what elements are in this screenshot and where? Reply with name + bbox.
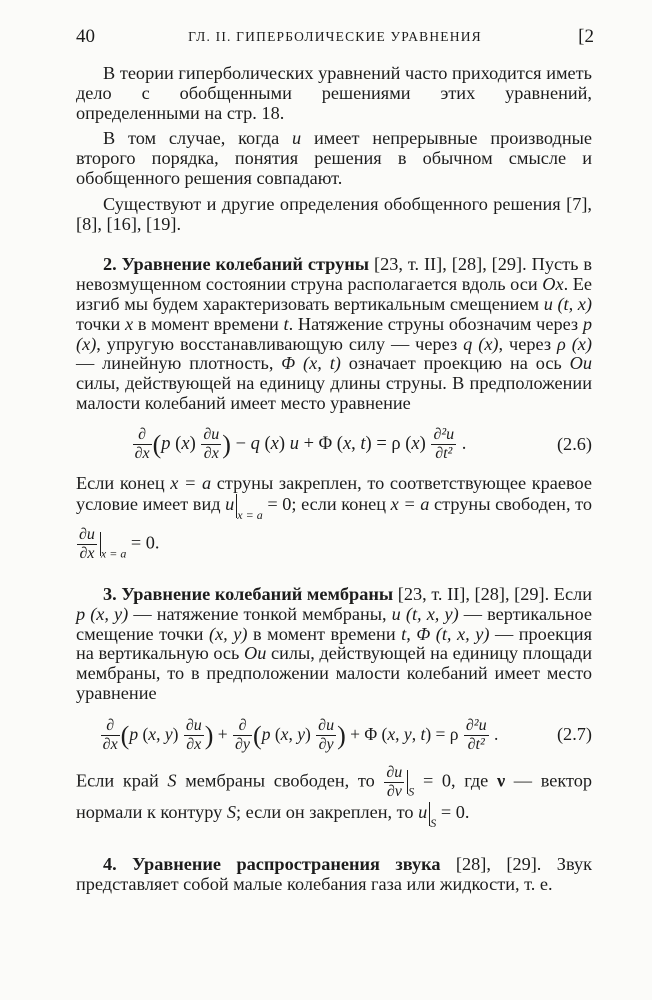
section-2-heading: 2. Уравнение колебаний струны bbox=[103, 254, 370, 275]
string-boundary-fixed: Если конец x = a струны закреплен, то соответствующее краевое условие имеет вид $u_{x = a} = 0$; если конец x = a струны свободен, то $\frac{\partial u}{\partial x}$ $_{x = a}$ = 0. bbox=[76, 472, 593, 562]
section-3-paragraph: 3. Уравнение колебаний мембраны [23, т. II], [28], [29]. Если p (x, y) — натяжение тонкой мембраны, u (t, x, y) — вертикальное смещение точки (x, y) в момент времени t, Φ (t, x, y) — проекция на вертикальную ось Ou силы, действующей на единицу площади мембраны, то в предположении малости колебаний имеет место уравнение bbox=[76, 584, 592, 704]
equation-2-7-tag: (2.7) bbox=[556, 723, 592, 744]
page-number: 40 bbox=[76, 26, 95, 47]
page-header bbox=[76, 26, 594, 52]
section-number: [2 bbox=[578, 26, 594, 47]
running-title: ГЛ. II. ГИПЕРБОЛИЧЕСКИЕ УРАВНЕНИЯ bbox=[188, 29, 482, 44]
paragraph-smooth-case: В том случае, когда u имеет непрерывные производные второго порядка, понятия решения в обычном смысле и обобщенного решения совпадают. bbox=[76, 128, 592, 188]
equation-2-7 bbox=[76, 704, 592, 764]
paragraph-other-definitions: Существуют и другие определения обобщенного решения [7], [8], [16], [19]. bbox=[76, 193, 592, 234]
equation-2-7-expression: $\frac{\partial}{\partial x}$ (p (x, y) $\frac{\partial u}{\partial x}$ ) + $\frac{\partial}{\partial y}$ (p (x, y) $\frac{\partial u}{\partial y}$ ) + Φ (x, y, t) = ρ $\frac{\text{∂²u}}{\text{∂t²}}$ . bbox=[102, 717, 499, 754]
paragraph-generalized-solutions: В теории гиперболических уравнений часто приходится иметь дело с обобщенными решениями этих уравнений, определенными на стр. 18. bbox=[76, 63, 592, 123]
section-4-heading: 4. Уравнение распространения звука bbox=[103, 854, 441, 875]
section-4-paragraph: 4. Уравнение распространения звука [28], [29]. Звук представляет собой малые колебания газа или жидкости, т. е. bbox=[76, 854, 592, 895]
membrane-boundary-conditions: Если край S мембраны свободен, то $\frac{\partial u}{\partial\nu}$ $_S$ = 0, где ν — вектор нормали к контуру S; если он закреплен, то $u_S = 0$. bbox=[76, 763, 593, 831]
equation-2-6-expression: $\frac{\partial}{\partial x}$ (p (x) $\frac{\partial u}{\partial x}$ ) − q (x) u + Φ (x, t) = ρ (x) $\frac{\text{∂²u}}{\text{∂t²}}$ . bbox=[134, 426, 467, 462]
page-body bbox=[76, 64, 592, 895]
section-2-paragraph: 2. Уравнение колебаний струны [23, т. II], [28], [29]. Пусть в невозмущенном состоянии струна располагается вдоль оси Ox. Ее изгиб мы будем характеризовать вертикальным смещением u (t, x) точки x в момент времени t. Натяжение струны обозначим через p (x), упругую восстанавливающую силу — через q (x), через ρ (x) — линейную плотность, Φ (x, t) означает проекцию на ось Ou силы, действующей на единицу длины струны. В предположении малости колебаний имеет место уравнение bbox=[76, 254, 593, 413]
section-3-heading: 3. Уравнение колебаний мембраны bbox=[103, 584, 394, 605]
equation-2-6 bbox=[76, 414, 592, 474]
equation-2-6-tag: (2.6) bbox=[556, 433, 592, 454]
